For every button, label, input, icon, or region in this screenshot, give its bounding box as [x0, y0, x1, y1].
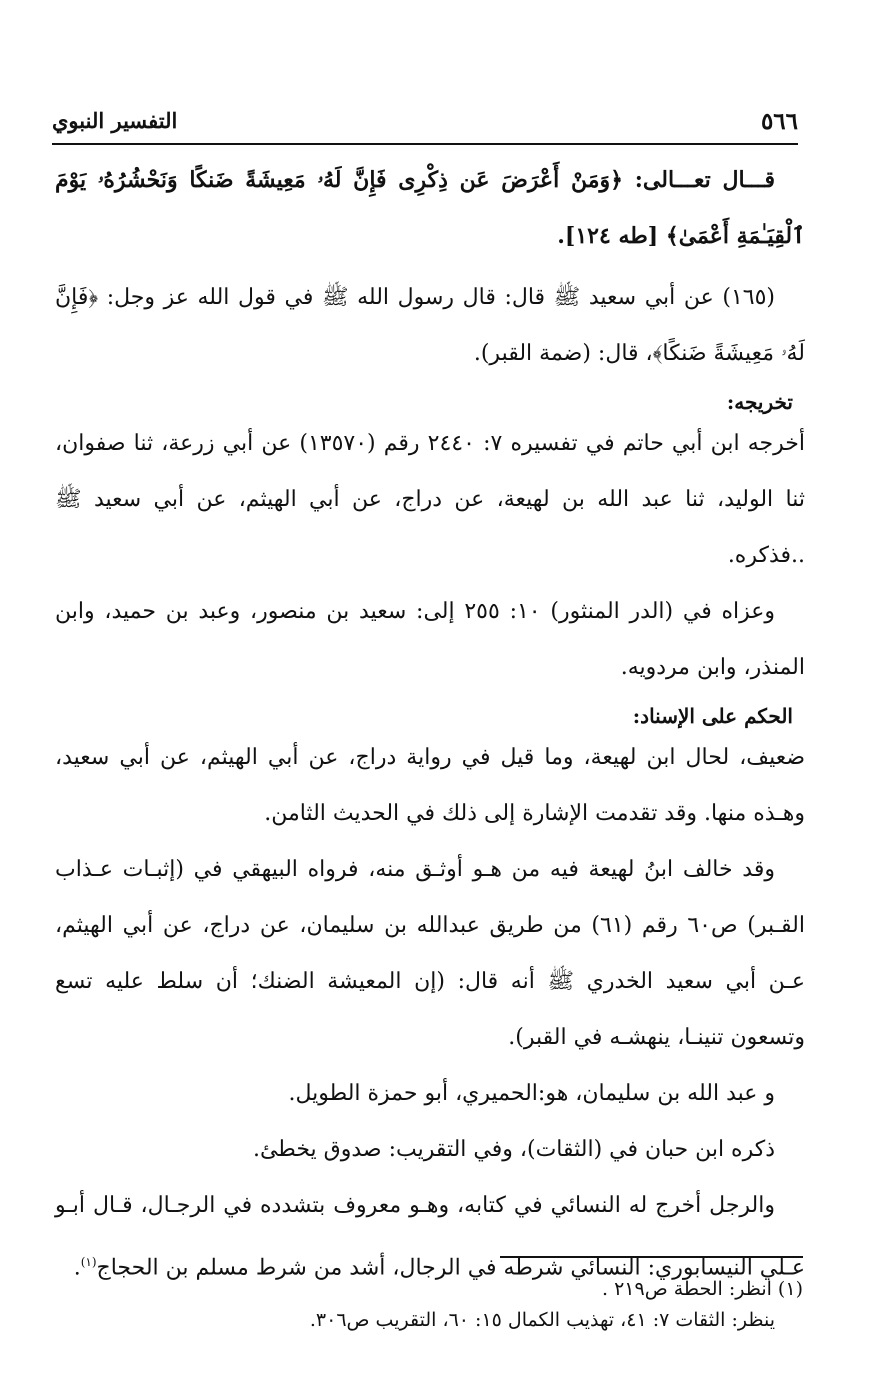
hukm-paragraph-4: ذكره ابن حبان في (الثقات)، وفي التقريب: صدوق يخطئ. [252, 1137, 775, 1162]
quran-verse: قـــال تعـــالى: ﴿وَمَنْ أَعْرَضَ عَن ذِكْرِى فَإِنَّ لَهُۥ مَعِيشَةً ضَنكًا وَنَحْشُرُهُۥ يَوْمَ ٱلْقِيَـٰمَةِ أَعْمَىٰ﴾ [طه ١٢٤]. [55, 167, 805, 249]
running-title: التفسير النبوي [52, 108, 178, 133]
footnote: (١) انظر: الحطة ص٢١٩ . [601, 1278, 803, 1300]
hukm-paragraph-2: وقد خالف ابنُ لهيعة فيه من هـو أوثـق منه، فرواه البيهقي في (إثبـات عـذاب القـبر) ص٦٠ رقم (٦١) من طريق عبدالله بن سليمان، عن دراج، عن أبي الهيثم، عـن أبي سعيد الخدري ﷺ أنه قال: (إن المعيشة الضنك؛ أن سلط عليه تسع وتسعون تنينـا، ينهشـه في القبر). [55, 857, 806, 1050]
footnote-marker: (١) [80, 1255, 97, 1269]
page-header [52, 108, 798, 138]
references-line: ينظر: الثقات ٧: ٤١، تهذيب الكمال ١٥: ٦٠، التقريب ص٣٠٦. [309, 1309, 775, 1332]
footnote-rule [500, 1256, 803, 1258]
header-rule [52, 143, 798, 145]
takhrij-heading: تخريجه: [726, 390, 793, 414]
hukm-paragraph-5-text: والرجل أخرج له النسائي في كتابه، وهـو معروف بتشدده في الرجـال، قـال أبـو عـلي النيسابوري: النسائي شرطه في الرجال، أشد من شرط مسلم بن الحجاج [55, 1193, 805, 1281]
hadith-text: (١٦٥) عن أبي سعيد ﷺ قال: قال رسول الله ﷺ في قول الله عز وجل: ﴿فَإِنَّ لَهُۥ مَعِيشَةً ضَنكًا﴾، قال: (ضمة القبر). [55, 285, 805, 366]
main-text [55, 152, 805, 1344]
hukm-paragraph-1: ضعيف، لحال ابن لهيعة، وما قيل في رواية دراج، عن أبي الهيثم، عن أبي سعيد، وهـذه منها. وقد تقدمت الإشارة إلى ذلك في الحديث الثامن. [55, 745, 805, 826]
takhrij-paragraph-1: أخرجه ابن أبي حاتم في تفسيره ٧: ٢٤٤٠ رقم (١٣٥٧٠) عن أبي زرعة، ثنا صفوان، ثنا الوليد، ثنا عبد الله بن لهيعة، عن دراج، عن أبي الهيثم، عن أبي سعيد ﷺ ..فذكره. [55, 431, 805, 568]
takhrij-paragraph-2: وعزاه في (الدر المنثور) ١٠: ٢٥٥ إلى: سعيد بن منصور، وعبد بن حميد، وابن المنذر، وابن مردويه. [55, 599, 805, 680]
hukm-paragraph-5-end: . [73, 1255, 81, 1281]
page-number: ٥٦٦ [760, 108, 798, 135]
hukm-paragraph-3: و عبد الله بن سليمان، هو:الحميري، أبو حمزة الطويل. [288, 1081, 775, 1106]
hukm-heading: الحكم على الإسناد: [632, 704, 793, 728]
